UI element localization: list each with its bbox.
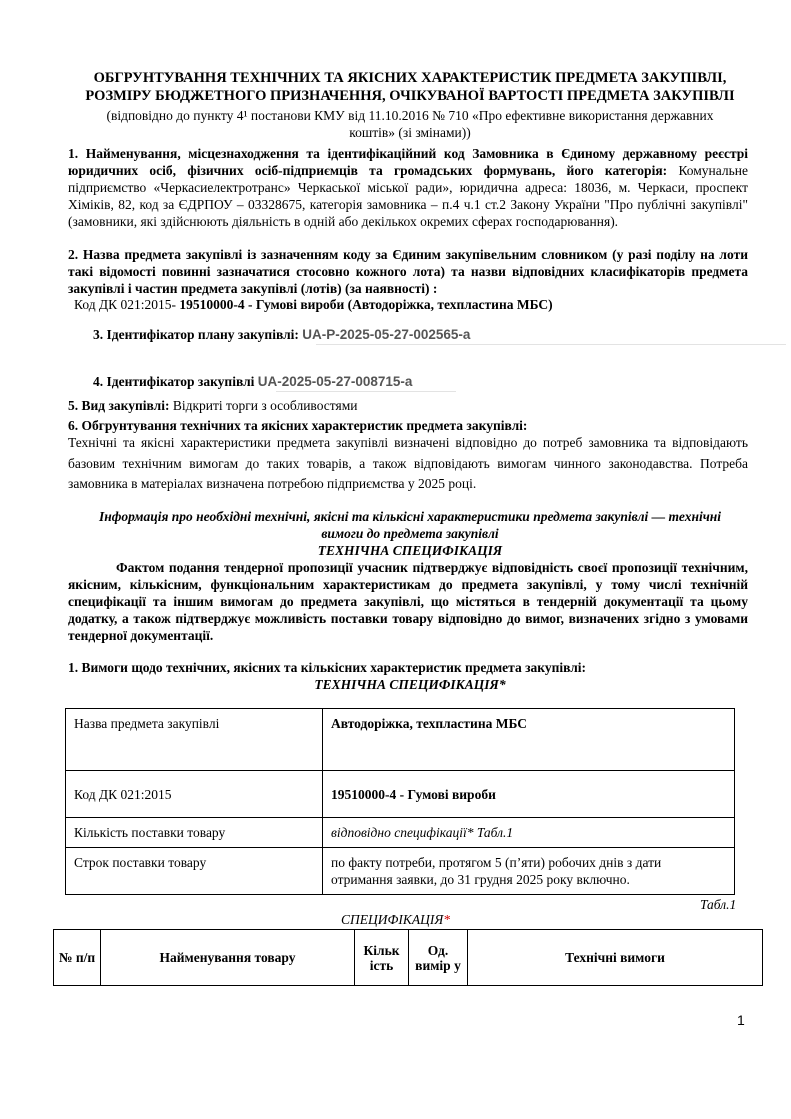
section-1-title: 1. Найменування, місцезнаходження та ідентифікаційний код Замовника в Єдиному державному реєстрі юридичних осіб, фізичних осіб-підприємців та громадських формувань, його категорія: [68,146,748,178]
table-cell-label: Строк поставки товару [66,848,323,895]
section-1 [68,145,748,230]
tech-spec-title: ТЕХНІЧНА СПЕЦИФІКАЦІЯ [317,543,503,558]
table-cell-value: по факту потреби, протягом 5 (п’яти) робочих днів з дати отримання заявки, до 31 грудня 2025 року включно. [323,848,735,895]
page-number: 1 [737,1012,745,1028]
header-quantity: Кільк ість [355,930,409,986]
section-1-text: Комунальне підприємство «Черкасиелектротранс» Черкаської міської ради», юридична адреса: 18036, м. Черкаси, проспект Хіміків, 82, код за ЄДРПОУ – 03328675, категорія замовника – п.4 ч.1 ст.2 Закону України "Про публічні закупівлі" (замовники, які здійснюють діяльність в одній або декількох окремих сферах господарювання). [68,163,749,229]
table-cell-label: Назва предмета закупівлі [66,709,323,771]
spec-table [53,929,763,986]
table-reference: Табл.1 [700,897,737,912]
plan-identifier-value: UA-P-2025-05-27-002565-a [302,327,471,342]
table-cell-value: 19510000-4 - Гумові вироби [323,771,735,818]
requirements-title: 1. Вимоги щодо технічних, якісних та кількісних характеристик предмета закупівлі: [68,660,587,675]
section-2-code [74,296,754,313]
table-row [66,771,735,818]
section-5 [68,397,748,414]
section-5-value: Відкриті торги з особливостями [169,398,358,413]
spec-heading-text: СПЕЦИФІКАЦІЯ [341,912,444,927]
heading-line-3: (відповідно до пункту 4¹ постанови КМУ від 11.10.2016 № 710 «Про ефективне використання державних [106,108,714,123]
info-table [65,708,735,895]
divider [316,344,786,345]
code-prefix: Код ДК 021:2015- [74,297,180,312]
info-line-1: Інформація про необхідні технічні, якісні та кількісні характеристики предмета закупівлі — технічні [98,509,722,524]
section-2-title: 2. Назва предмета закупівлі із зазначенням коду за Єдиним закупівельним словником (у разі поділу на лоти такі відомості повинні зазначатися стосовно кожного лота) та назви відповідних класифікаторів предмета закупівлі і частин предмета закупівлі (лотів) (за наявності) : [68,247,748,296]
section-6-text: Технічні та якісні характеристики предмета закупівлі визначені відповідно до потреб замовника та відповідають базовим технічним вимогам до таких товарів, а також відповідають вимогам чинного законодавства. Потреба замовника в матеріалах визначена потребою підприємства у 2025 році. [68,435,748,491]
heading-line-4: коштів» (зі змінами)) [349,125,471,140]
plan-identifier [93,327,470,343]
quantity-italic: відповідно специфікації [331,825,467,840]
section-6-title: 6. Обгрунтування технічних та якісних характеристик предмета закупівлі: [68,418,528,433]
table-cell-label: Кількість поставки товару [66,818,323,848]
spec-heading [0,912,791,928]
table-row [66,709,735,771]
table-row [66,848,735,895]
table-cell-value [323,818,735,848]
table-row [66,818,735,848]
header-unit: Од. вимір у [409,930,468,986]
procurement-identifier-label: 4. Ідентифікатор закупівлі [93,374,255,389]
info-text: Фактом подання тендерної пропозиції учасник підтверджує відповідність своєї пропозиції технічним, якісним, кількісним, функціональним характеристикам до предмета закупівлі, у тому числі технічній специфікації та іншим вимогам до предмета закупівлі, що містяться в тендерній документації та цьому додатку, а також підтверджує можливість поставки товару відповідно до вимог, визначених згідно з умовами тендерної документації. [68,560,748,643]
procurement-identifier [93,374,412,390]
section-5-label: 5. Вид закупівлі: [68,398,170,413]
table-cell-label: Код ДК 021:2015 [66,771,323,818]
info-line-2: вимоги до предмета закупівлі [321,526,499,541]
table-header-row [54,930,763,986]
code-value: 19510000-4 - Гумові вироби (Автодоріжка, техпластина МБС) [179,297,553,312]
quantity-ref: * Табл.1 [466,825,514,840]
procurement-identifier-value: UA-2025-05-27-008715-a [257,374,413,389]
header-number: № п/п [54,930,101,986]
spec-heading-star: * [443,912,450,927]
table-cell-value: Автодоріжка, техпластина МБС [323,709,735,771]
heading-line-2: РОЗМІРУ БЮДЖЕТНОГО ПРИЗНАЧЕННЯ, ОЧІКУВАНОЇ ВАРТОСТІ ПРЕДМЕТА ЗАКУПІВЛІ [85,88,735,104]
header-requirements: Технічні вимоги [468,930,763,986]
heading-line-1: ОБГРУНТУВАННЯ ТЕХНІЧНИХ ТА ЯКІСНИХ ХАРАКТЕРИСТИК ПРЕДМЕТА ЗАКУПІВЛІ, [93,70,727,86]
requirements-spec-title: ТЕХНІЧНА СПЕЦИФІКАЦІЯ* [314,677,506,692]
plan-identifier-label: 3. Ідентифікатор плану закупівлі: [93,327,299,342]
divider [276,391,456,392]
header-name: Найменування товару [101,930,355,986]
